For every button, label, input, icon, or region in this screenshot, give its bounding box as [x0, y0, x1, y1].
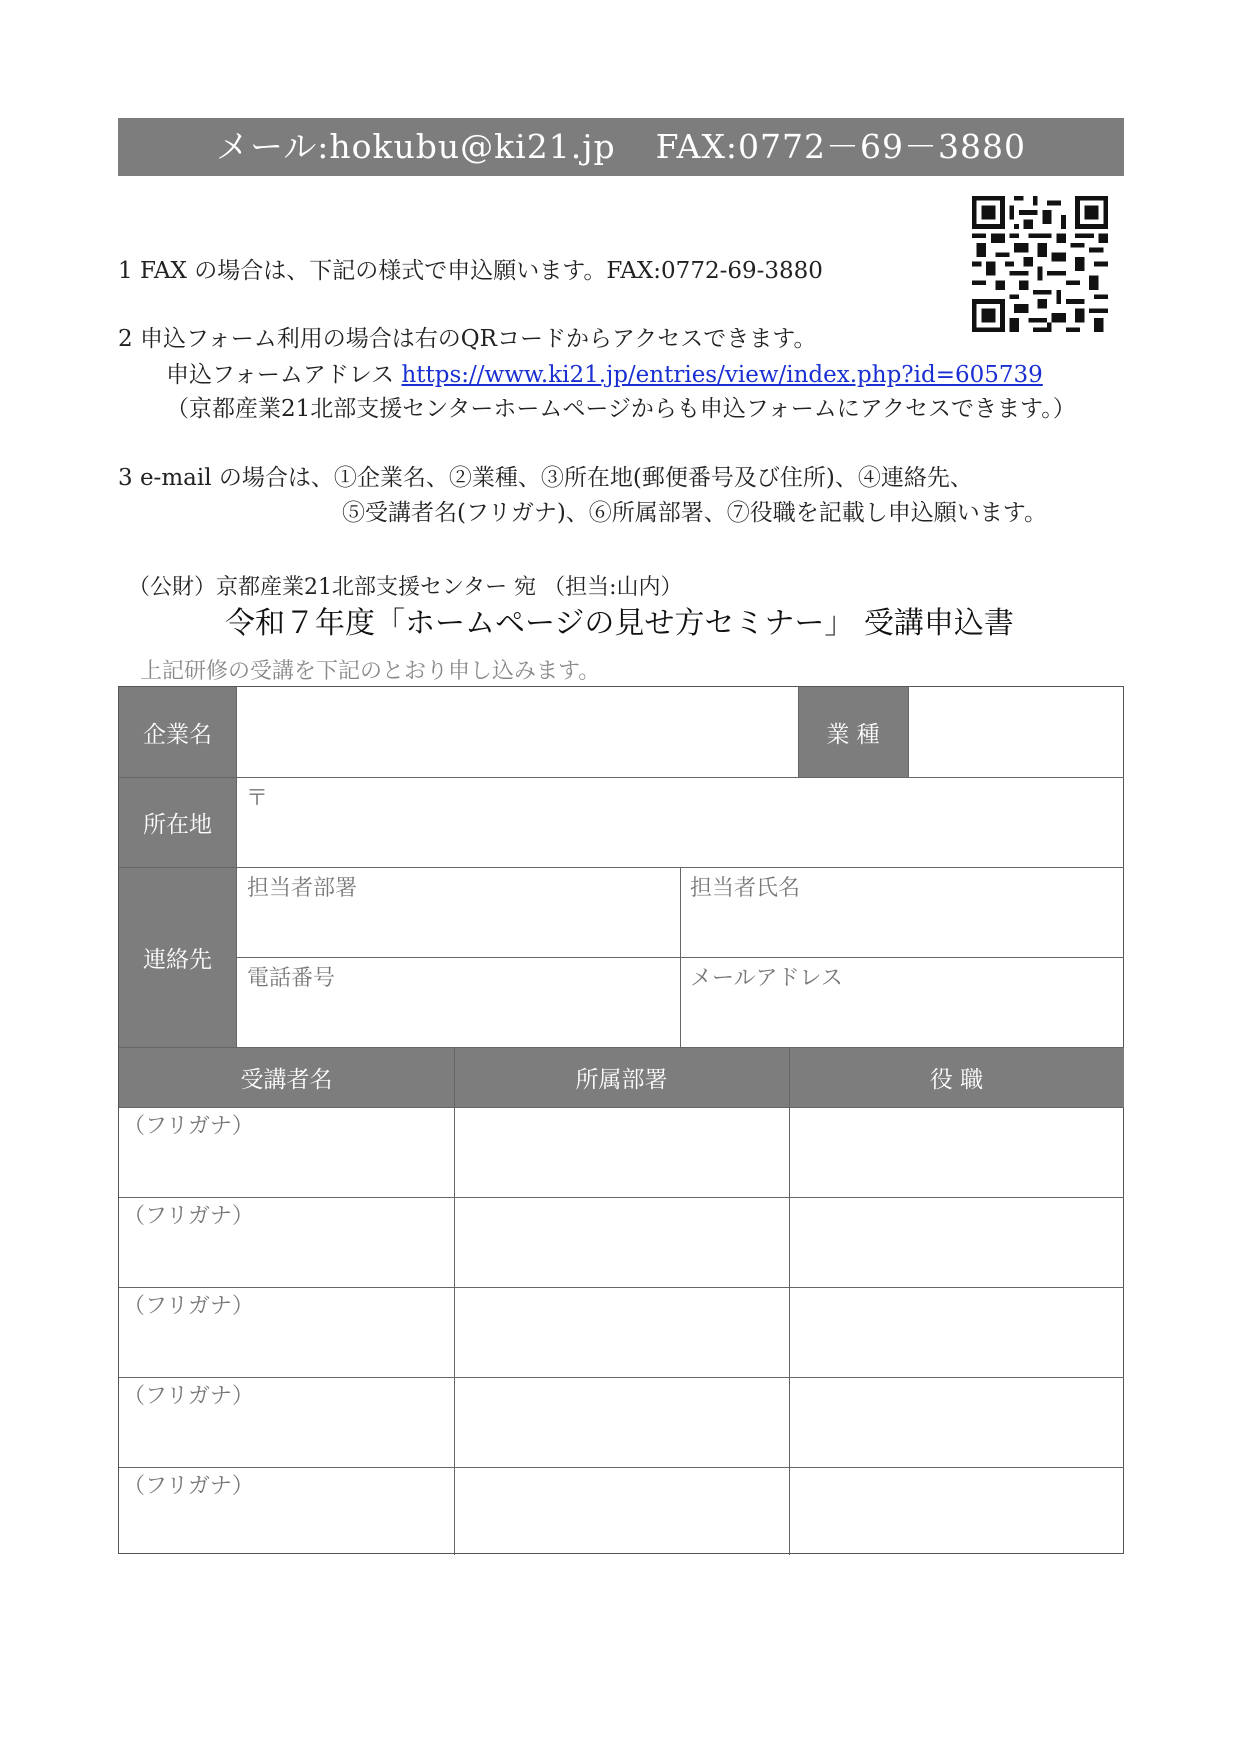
grid-line — [908, 687, 909, 777]
instruction-form: 2 申込フォーム利用の場合は右のQRコードからアクセスできます。 — [118, 326, 817, 352]
col-department: 所属部署 — [454, 1047, 789, 1107]
attendee-dept-input[interactable] — [454, 1377, 789, 1467]
instruction-fax: 1 FAX の場合は、下記の様式で申込願います。FAX:0772-69-3880 — [118, 258, 823, 284]
attendee-name-input[interactable] — [119, 1107, 454, 1197]
banner-mail: メール:hokubu@ki21.jp — [215, 127, 616, 166]
attendee-position-input[interactable] — [789, 1107, 1124, 1197]
form-address-line — [166, 356, 1043, 389]
address-input[interactable] — [236, 777, 1124, 867]
grid-line — [119, 1197, 1124, 1198]
company-label: 企業名 — [119, 687, 236, 777]
attendee-dept-input[interactable] — [454, 1287, 789, 1377]
furigana-label: （フリガナ） — [123, 1204, 254, 1229]
email-label: メールアドレス — [690, 966, 843, 991]
subtitle: 上記研修の受講を下記のとおり申し込みます。 — [140, 659, 601, 684]
grid-line — [798, 687, 799, 777]
attendee-dept-input[interactable] — [454, 1197, 789, 1287]
industry-label: 業 種 — [798, 687, 908, 777]
page-title: 令和７年度「ホームページの見せ方セミナー」 受講申込書 — [225, 606, 1014, 641]
grid-line — [680, 867, 681, 1047]
furigana-label: （フリガナ） — [123, 1114, 254, 1139]
furigana-label: （フリガナ） — [123, 1294, 254, 1319]
application-form — [118, 686, 1124, 1554]
company-input[interactable] — [236, 687, 798, 777]
attendee-name-input[interactable] — [119, 1377, 454, 1467]
contact-banner — [118, 118, 1124, 176]
furigana-label: （フリガナ） — [123, 1474, 254, 1499]
instruction-email-1: 3 e-mail の場合は、①企業名、②業種、③所在地(郵便番号及び住所)、④連絡先、 — [118, 465, 973, 491]
person-label: 担当者氏名 — [690, 876, 801, 901]
instruction-email-2: ⑤受講者名(フリガナ)、⑥所属部署、⑦役職を記載し申込願います。 — [342, 500, 1047, 526]
phone-label: 電話番号 — [247, 966, 336, 991]
form-address-label: 申込フォームアドレス — [166, 362, 395, 388]
grid-line — [119, 1467, 1124, 1468]
grid-line — [454, 1047, 455, 1555]
furigana-label: （フリガナ） — [123, 1384, 254, 1409]
col-attendee-name: 受講者名 — [119, 1047, 454, 1107]
grid-line — [789, 1047, 790, 1555]
grid-line — [119, 1047, 1124, 1048]
grid-line — [119, 1107, 1124, 1108]
contact-label: 連絡先 — [119, 867, 236, 1047]
attendee-position-input[interactable] — [789, 1287, 1124, 1377]
attendee-name-input[interactable] — [119, 1197, 454, 1287]
instruction-form-note: （京都産業21北部支援センターホームページからも申込フォームにアクセスできます。） — [166, 396, 1076, 422]
grid-line — [119, 1377, 1124, 1378]
person-input[interactable] — [680, 867, 1124, 957]
attendee-position-input[interactable] — [789, 1377, 1124, 1467]
grid-line — [119, 867, 1124, 868]
industry-input[interactable] — [908, 687, 1124, 777]
attendee-name-input[interactable] — [119, 1287, 454, 1377]
attendee-dept-input[interactable] — [454, 1467, 789, 1555]
address-label: 所在地 — [119, 777, 236, 867]
postal-mark: 〒 — [246, 786, 269, 811]
dept-input[interactable] — [236, 867, 680, 957]
qr-code-icon[interactable] — [972, 196, 1108, 332]
form-address-link[interactable]: https://www.ki21.jp/entries/view/index.php?id=605739 — [401, 362, 1043, 388]
dept-label: 担当者部署 — [247, 876, 358, 901]
recipient: （公財）京都産業21北部支援センター 宛 （担当:山内） — [128, 575, 683, 600]
grid-line — [119, 1287, 1124, 1288]
grid-line — [236, 687, 237, 1047]
grid-line — [119, 777, 1124, 778]
attendee-name-input[interactable] — [119, 1467, 454, 1555]
col-position: 役 職 — [789, 1047, 1124, 1107]
email-input[interactable] — [680, 957, 1124, 1047]
attendee-position-input[interactable] — [789, 1197, 1124, 1287]
attendee-dept-input[interactable] — [454, 1107, 789, 1197]
phone-input[interactable] — [236, 957, 680, 1047]
banner-fax: FAX:0772－69－3880 — [655, 127, 1027, 166]
attendee-position-input[interactable] — [789, 1467, 1124, 1555]
